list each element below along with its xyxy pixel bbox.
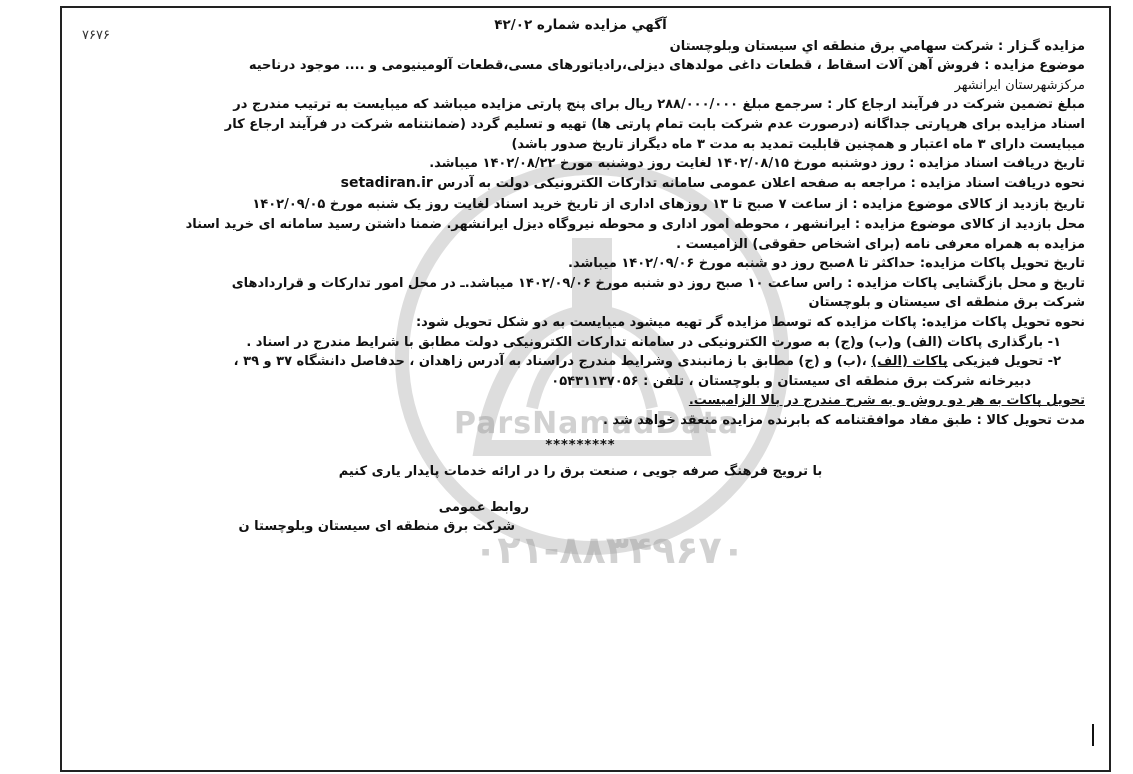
delivery-term-line: مدت تحویل کالا : طبق مفاد موافقتنامه که بابرنده مزایده منعقد خواهد شد . bbox=[602, 412, 1085, 428]
signature-company: شرکت برق منطقه ای سیستان وبلوچستا ن bbox=[238, 519, 515, 535]
receive-method-text: نحوه دریافت اسناد مزایده : مراجعه به صفحه اعلان عمومی سامانه تدارکات الکترونیکی دولت به آدرس bbox=[437, 175, 1085, 191]
slogan-line: با ترویج فرهنگ صرفه جویی ، صنعت برق را در ارائه خدمات پایدار یاری کنیم bbox=[338, 464, 823, 480]
signature-department: روابط عمومی bbox=[438, 499, 529, 515]
notice-body bbox=[76, 16, 1085, 537]
delivery-date-line: تاریخ تحویل پاکات مزایده: حداکثر تا ۸صبح روز دو شنبه مورخ ۱۴۰۲/۰۹/۰۶ میباشد. bbox=[568, 256, 1085, 272]
receive-date-line: تاریخ دریافت اسناد مزایده : روز دوشنبه مورخ ۱۴۰۲/۰۸/۱۵ لغایت روز دوشنبه مورخ ۱۴۰۲/۰۸/۲۲ میباشد. bbox=[429, 156, 1085, 172]
document-page bbox=[60, 6, 1111, 772]
guarantee-line-1: مبلغ تضمین شرکت در فرآیند ارجاع کار : سرجمع مبلغ ۲۸۸/۰۰۰/۰۰۰ ريال برای پنج پارتی مزایده میباشد که میبایست به ترتیب مندرج در bbox=[233, 97, 1085, 113]
guarantee-line-2: اسناد مزایده برای هرپارتی جداگانه (درصورت عدم شرکت بابت تمام پارتی ها) تهیه و تسلیم گردد (ضمانتنامه شرکت در فرآیند ارجاع کار bbox=[224, 116, 1085, 132]
opening-line-2: شرکت برق منطقه ای سیستان و بلوچستان bbox=[808, 295, 1085, 311]
both-required-line: تحویل پاکات به هر دو روش و به شرح مندرج در بالا الزامیست. bbox=[688, 393, 1085, 409]
visit-place-line-2: مزایده به همراه معرفی نامه (برای اشخاص حقوقی) الزامیست . bbox=[676, 236, 1085, 252]
visit-place-line-1: محل بازدید از کالای موضوع مزایده : ایرانشهر ، محوطه امور اداری و محوطه نیروگاه دیزل ایرانشهر. ضمنا داشتن رسید سامانه ای خرید اسناد bbox=[185, 216, 1085, 232]
item-2-underlined: پاکات (الف) bbox=[871, 354, 948, 370]
opening-line-1: تاریخ و محل بازگشایی پاکات مزایده : راس ساعت ۱۰ صبح روز دو شنبه مورخ ۱۴۰۲/۰۹/۰۶ میباشد.ـ در محل امور تدارکات و قراردادهای bbox=[231, 275, 1085, 291]
item-2-line bbox=[76, 352, 1085, 372]
page-number: ۷۶۷۶ bbox=[82, 28, 110, 43]
notice-title: آگهي مزايده شماره ۴۲/۰۲ bbox=[494, 17, 667, 33]
item-2-rest: ،(ب) و (ج) مطابق با زمانبندی وشرایط مندرج دراسناد به آدرس زاهدان ، حدفاصل دانشگاه ۳۷ و ۳۹ ، bbox=[233, 354, 872, 370]
item-2-prefix: ۲- تحویل فیزیکی bbox=[947, 354, 1061, 370]
watermark-brand: ParsNamadData bbox=[454, 406, 740, 441]
guarantee-line-3: میبایست دارای ۳ ماه اعتبار و همچنین قابلیت تمدید به مدت ۳ ماه دیگراز تاریخ صدور باشد) bbox=[511, 136, 1085, 152]
stars-separator: ********* bbox=[545, 438, 616, 454]
text-cursor bbox=[1092, 724, 1094, 746]
receive-url-link[interactable]: setadiran.ir bbox=[340, 174, 433, 191]
subject-line-2: مرکزشهرستان ایرانشهر bbox=[954, 77, 1085, 93]
item-2-continuation: دبیرخانه شرکت برق منطقه ای سیستان و بلوچستان ، تلفن : ۰۵۴۳۱۱۳۷۰۵۶ bbox=[551, 373, 1031, 389]
watermark-phone: ۰۲۱-۸۸۳۴۹۶۷۰ bbox=[474, 528, 745, 572]
receive-method-line bbox=[76, 174, 1085, 194]
subject-line-1: موضوع مزايده : فروش آهن آلات اسقاط ، قطعات داغی مولدهای دیزلی،رادیاتورهای مسی،قطعات آلومینیومی و .... موجود درناحیه bbox=[248, 58, 1085, 74]
item-1-line: ۱- بارگذاری پاکات (الف) و(ب) و(ج) به صورت الکترونیکی در سامانه تدارکات الکترونیکی دولت مطابق با شرایط مندرج در اسناد . bbox=[246, 334, 1061, 350]
visit-date-line: تاریخ بازدید از کالای موضوع مزایده : از ساعت ۷ صبح تا ۱۳ روزهای اداری از تاریخ خرید اسناد لغایت روز یک شنبه مورخ ۱۴۰۲/۰۹/۰۵ bbox=[252, 197, 1085, 213]
auctioneer-line: مزايده گـزار : شركت سهامي برق منطقه اي سيستان وبلوچستان bbox=[669, 38, 1085, 54]
delivery-method-line: نحوه تحویل پاکات مزایده: پاکات مزایده که توسط مزایده گر تهیه میشود میبایست به دو شکل تحویل شود: bbox=[415, 314, 1085, 330]
